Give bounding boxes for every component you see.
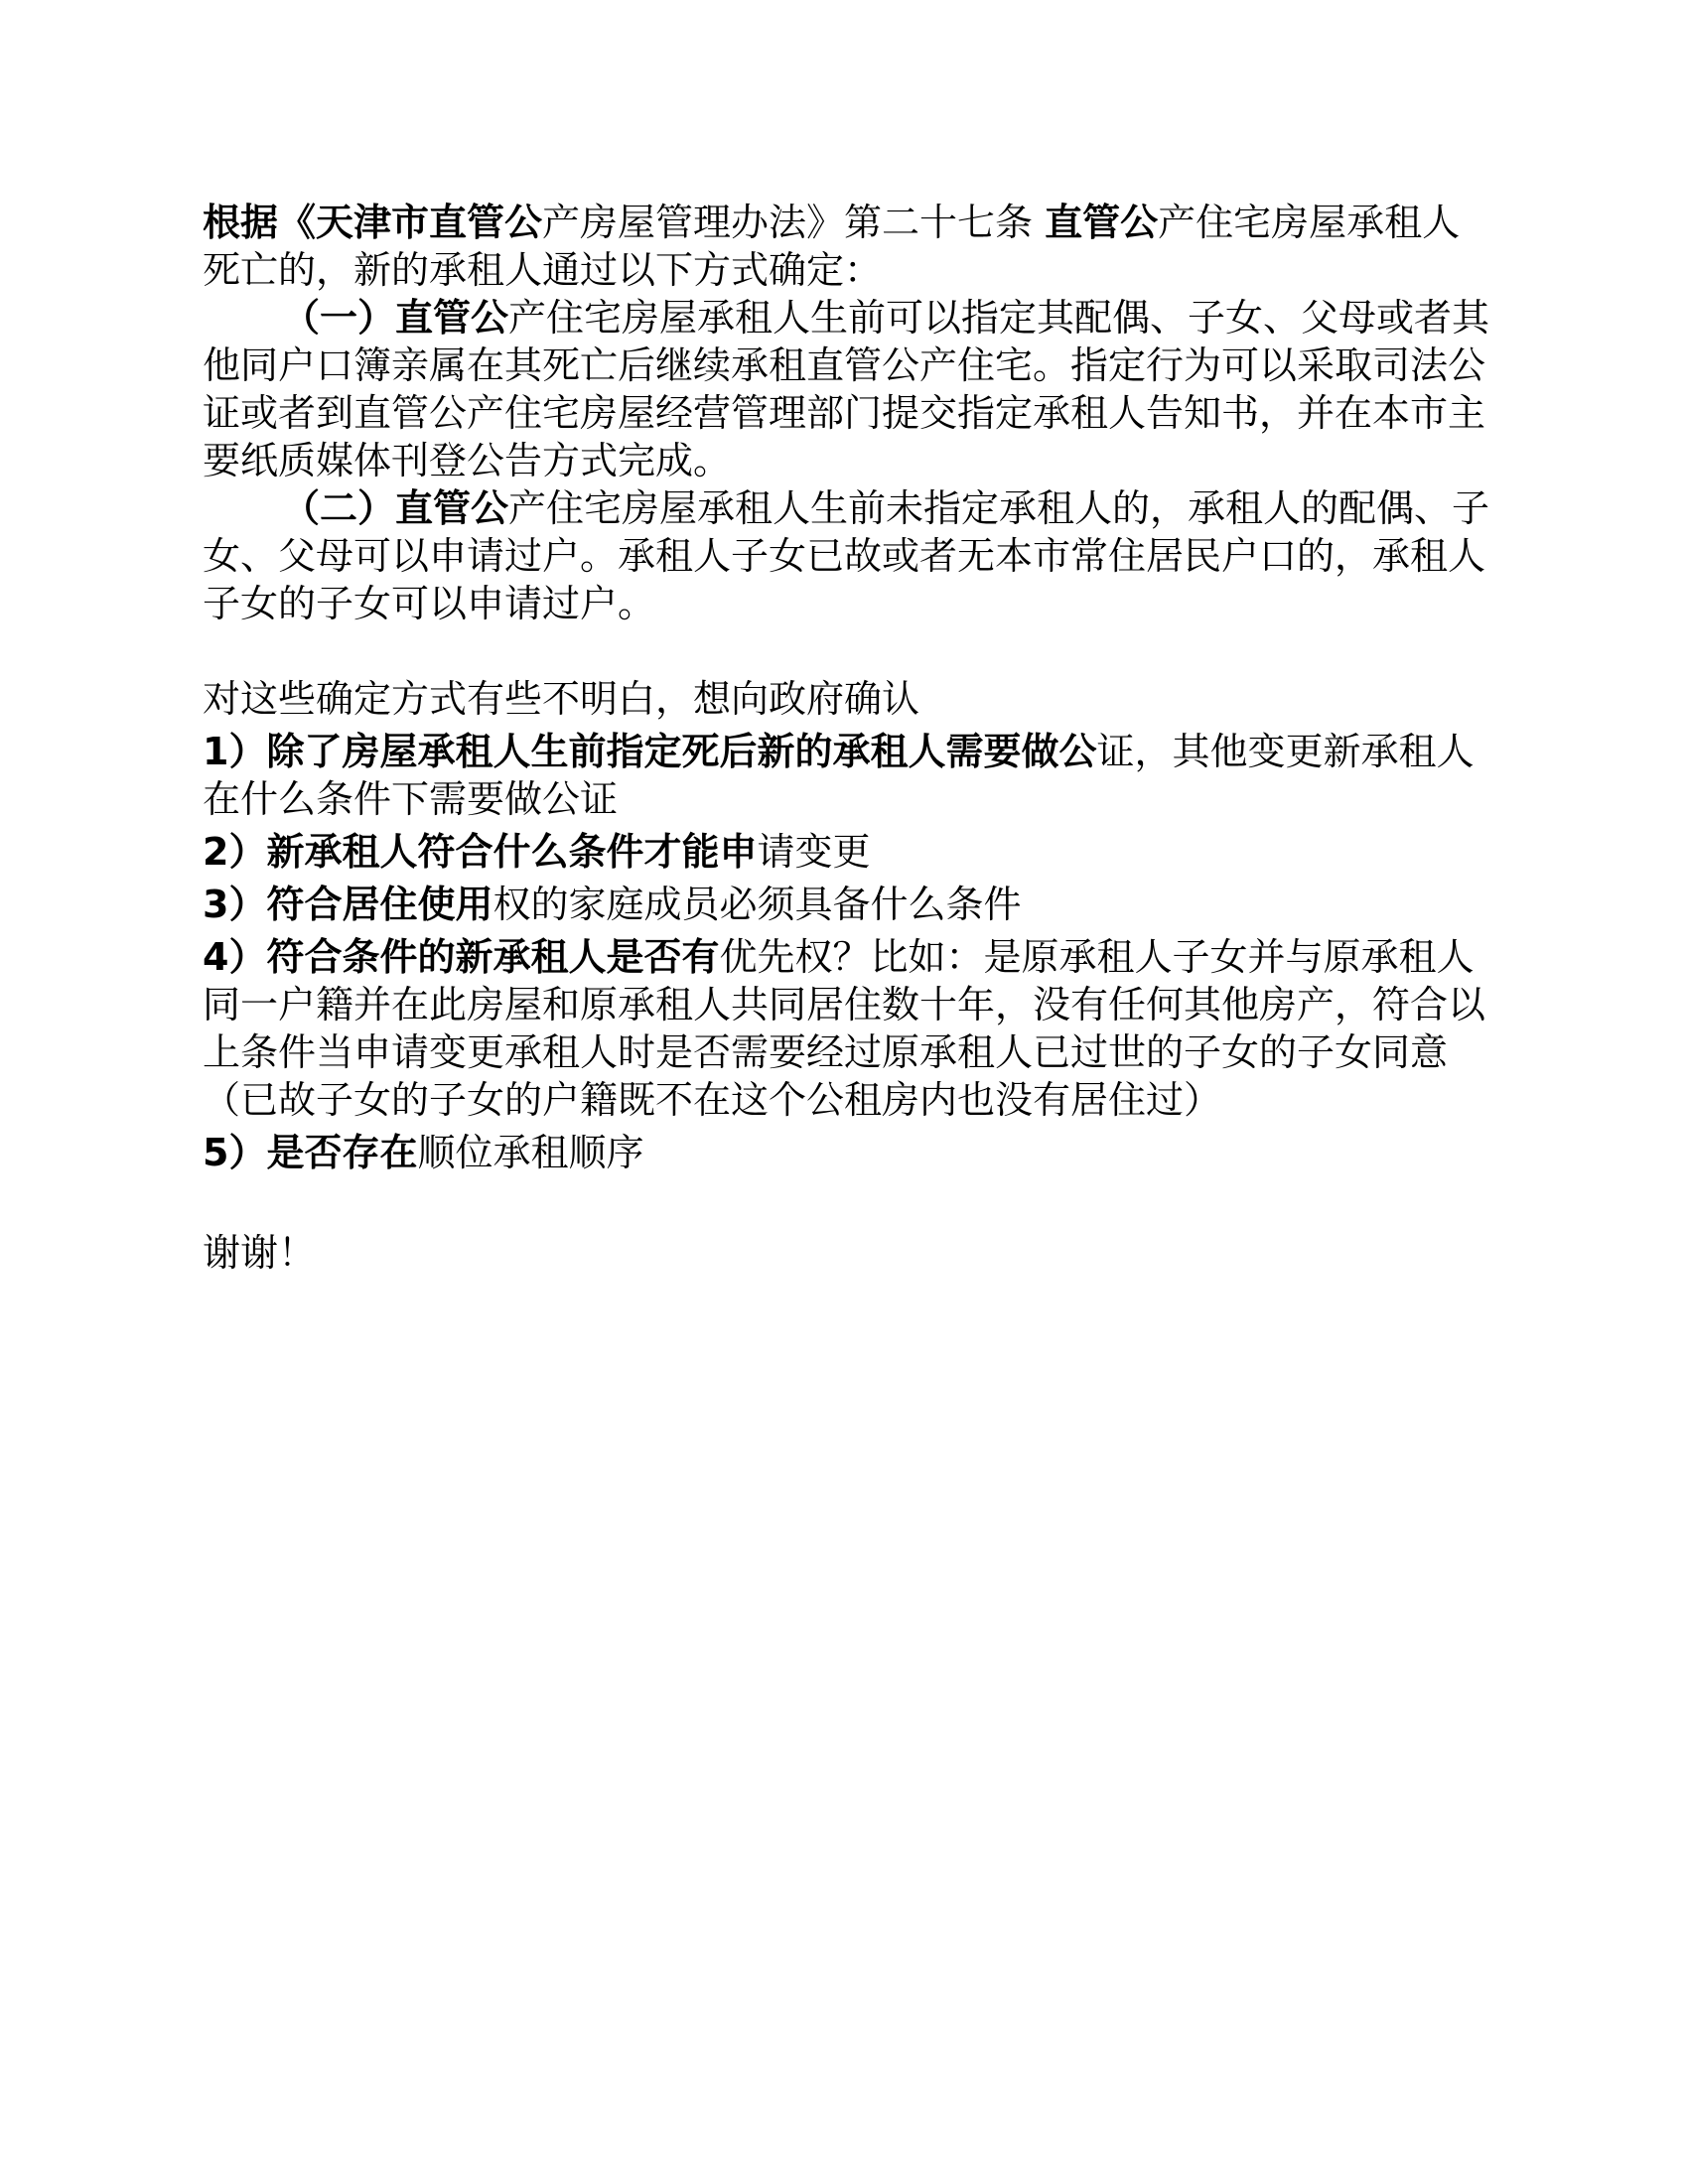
closing-text: 谢谢！	[203, 1231, 317, 1275]
question-item-2	[203, 828, 1493, 876]
intro-bold-1: 根据《天津市直管公	[203, 201, 543, 244]
question-5-bold: 5）是否存在	[203, 1131, 418, 1174]
intro-text-1: 产房屋管理办法》第二十七条	[542, 201, 1046, 244]
question-1-bold: 1）除了房屋承租人生前指定死后新的承租人需要做公	[203, 730, 1097, 773]
question-intro: 对这些确定方式有些不明白，想向政府确认	[203, 677, 920, 721]
question-item-4	[203, 933, 1493, 1124]
question-item-3	[203, 881, 1493, 928]
question-4-bold: 4）符合条件的新承租人是否有	[203, 935, 720, 979]
question-item-1	[203, 728, 1493, 823]
spacer	[203, 1181, 1493, 1229]
spacer	[203, 627, 1493, 675]
question-5-text: 顺位承租顺序	[417, 1131, 644, 1174]
clause-2-text: 产住宅房屋承租人生前未指定承租人的，承租人的配偶、子女、父母可以申请过户。承租人子女已故或者无本市常住居民户口的，承租人子女的子女可以申请过户。	[203, 486, 1490, 625]
clause-1-text: 产住宅房屋承租人生前可以指定其配偶、子女、父母或者其他同户口簿亲属在其死亡后继续承租直管公产住宅。指定行为可以采取司法公证或者到直管公产住宅房屋经营管理部门提交指定承租人告知书，并在本市主要纸质媒体刊登公告方式完成。	[203, 296, 1490, 482]
question-2-text: 请变更	[757, 830, 871, 874]
question-4-text: 优先权？比如：是原承租人子女并与原承租人同一户籍并在此房屋和原承租人共同居住数十年，没有任何其他房产，符合以上条件当申请变更承租人时是否需要经过原承租人已过世的子女的子女同意（已故子女的子女的户籍既不在这个公租房内也没有居住过）	[203, 935, 1486, 1122]
question-item-5	[203, 1129, 1493, 1176]
document-body	[203, 199, 1493, 1277]
intro-paragraph	[203, 199, 1493, 294]
question-3-bold: 3）符合居住使用	[203, 883, 493, 926]
intro-text-2: 产住宅房屋承租人死亡的，新的承租人通过以下方式确定：	[203, 201, 1461, 292]
intro-bold-2: 直管公	[1045, 201, 1159, 244]
clause-1-paragraph	[203, 294, 1493, 484]
question-3-text: 权的家庭成员必须具备什么条件	[492, 883, 1022, 926]
clause-2-paragraph	[203, 484, 1493, 627]
question-1-text: 证，其他变更新承租人在什么条件下需要做公证	[203, 730, 1475, 821]
question-2-bold: 2）新承租人符合什么条件才能申	[203, 830, 758, 874]
clause-2-bold: （二）直管公	[282, 486, 509, 530]
clause-1-bold: （一）直管公	[282, 296, 509, 340]
